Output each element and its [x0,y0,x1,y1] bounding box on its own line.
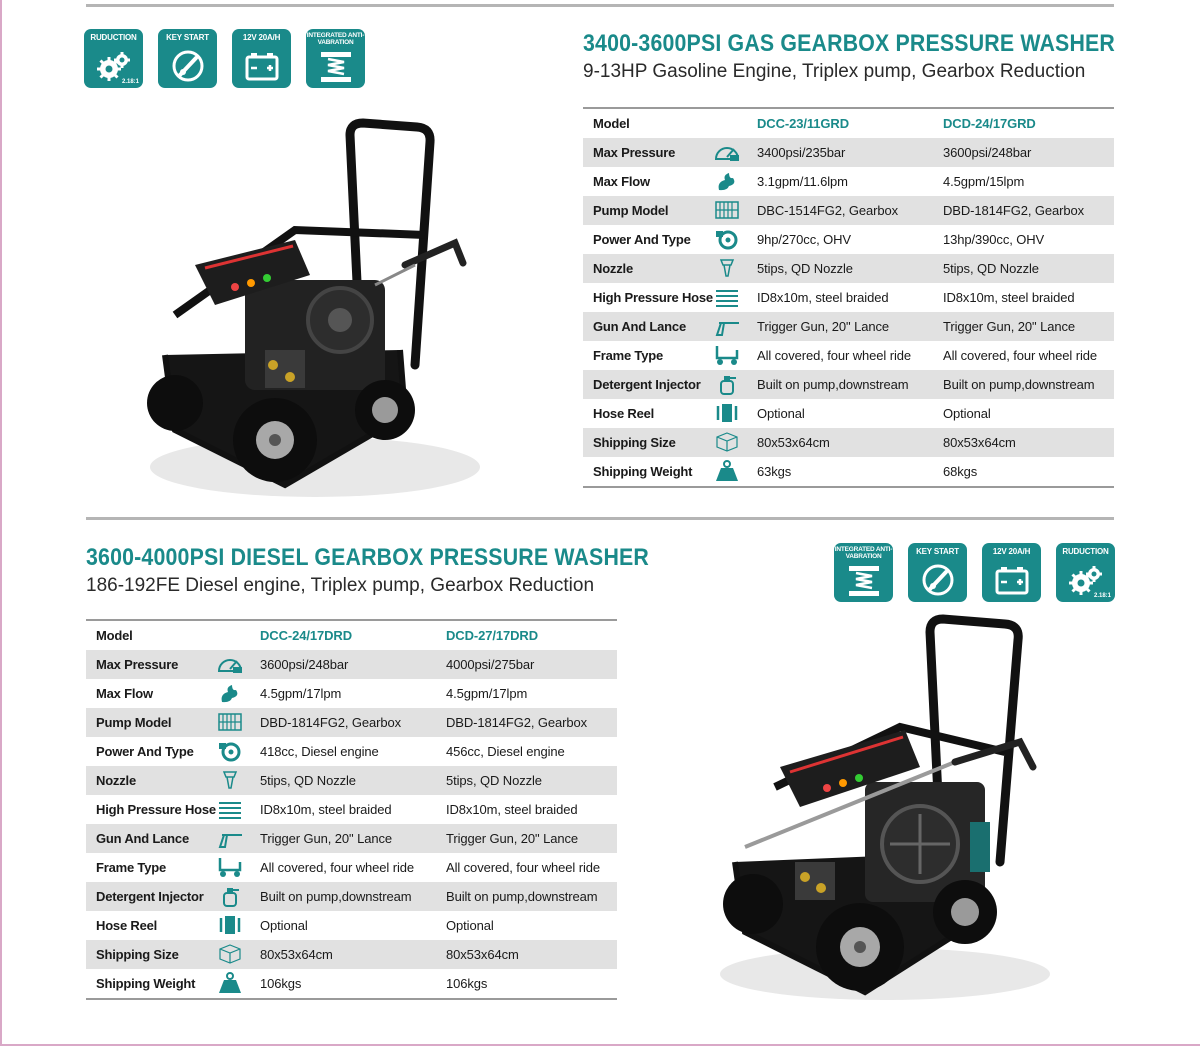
spec-label: Gun And Lance [96,831,189,846]
badge-label: RUDUCTION [1062,547,1109,556]
battery-icon [994,564,1030,598]
spec-value-1: 9hp/270cc, OHV [757,232,851,247]
table-row [86,737,617,766]
spec-label: High Pressure Hose [593,290,713,305]
spec-value-1: 3400psi/235bar [757,145,846,160]
spec-value-1: ID8x10m, steel braided [260,802,392,817]
spec-value-2: ID8x10m, steel braided [943,290,1075,305]
key-start-badge [908,543,967,602]
gas-feature-badges [84,29,365,88]
table-row [583,196,1114,225]
table-row [86,969,617,998]
spec-value-1: Built on pump,downstream [260,889,412,904]
table-header-row [583,109,1114,138]
engine-icon [713,228,741,250]
spec-value-2: DBD-1814FG2, Gearbox [446,715,588,730]
spec-value-1: Built on pump,downstream [757,377,909,392]
spec-value-2: Built on pump,downstream [446,889,598,904]
pump-icon [216,711,244,733]
spec-value-2: 5tips, QD Nozzle [446,773,542,788]
spec-label: Pump Model [96,715,172,730]
badge-label: KEY START [916,547,959,556]
frame-icon [713,344,741,366]
spec-value-1: 4.5gpm/17lpm [260,686,342,701]
box-icon [713,431,741,453]
diesel-title: 3600-4000PSI DIESEL GEARBOX PRESSURE WASHER [86,544,649,571]
spec-label: Detergent Injector [593,377,701,392]
spec-label: Nozzle [593,261,633,276]
anti-vibration-badge [306,29,365,88]
top-divider [86,4,1114,7]
spec-value-2: 3600psi/248bar [943,145,1032,160]
diesel-subtitle: 186-192FE Diesel engine, Triplex pump, Gearbox Reduction [86,575,595,596]
spec-value-1: 5tips, QD Nozzle [757,261,853,276]
table-row [583,399,1114,428]
table-row [86,940,617,969]
key-icon [920,564,956,598]
spec-label: Shipping Weight [96,976,196,991]
spring-icon [846,564,882,598]
spec-value-2: Trigger Gun, 20" Lance [446,831,579,846]
gauge-icon [713,141,741,163]
gauge-icon [216,653,244,675]
table-row [583,254,1114,283]
table-bottom-rule [86,998,617,1000]
key-icon [170,50,206,84]
engine-icon [216,740,244,762]
spec-label: Max Pressure [593,145,676,160]
hose-icon [713,286,741,308]
diesel-spec-table [86,619,617,1000]
table-row [86,911,617,940]
badge-label: 12V 20A/H [992,547,1031,556]
spec-value-2: All covered, four wheel ride [943,348,1098,363]
weight-icon [713,460,741,482]
spec-value-1: Trigger Gun, 20" Lance [757,319,890,334]
spec-value-2: 4000psi/275bar [446,657,535,672]
spring-icon [318,50,354,84]
gas-subtitle: 9-13HP Gasoline Engine, Triplex pump, Gearbox Reduction [583,61,1086,82]
spec-value-1: Trigger Gun, 20" Lance [260,831,393,846]
spec-value-2: 4.5gpm/17lpm [446,686,528,701]
spec-value-1: DBC-1514FG2, Gearbox [757,203,899,218]
gas-spec-table [583,107,1114,488]
spec-value-2: 456cc, Diesel engine [446,744,565,759]
model-name-1: DCC-23/11GRD [757,116,849,131]
spec-label: Shipping Size [593,435,676,450]
spray-gun-icon [216,827,244,849]
spec-value-2: 13hp/390cc, OHV [943,232,1045,247]
table-row [86,853,617,882]
spec-value-2: Built on pump,downstream [943,377,1095,392]
gas-title: 3400-3600PSI GAS GEARBOX PRESSURE WASHER [583,30,1115,57]
model-name-1: DCC-24/17DRD [260,628,352,643]
spec-label: Gun And Lance [593,319,686,334]
spec-value-2: All covered, four wheel ride [446,860,601,875]
badge-label: INTEGRATED ANTI-VABRATION [306,32,365,46]
table-row [583,312,1114,341]
spec-value-2: Optional [446,918,494,933]
spec-value-1: 418cc, Diesel engine [260,744,379,759]
spec-label: Frame Type [96,860,167,875]
table-row [86,795,617,824]
spec-value-2: 5tips, QD Nozzle [943,261,1039,276]
spec-label: Nozzle [96,773,136,788]
key-start-badge [158,29,217,88]
spec-value-2: Trigger Gun, 20" Lance [943,319,1076,334]
badge-ratio: 2.18:1 [1093,593,1111,599]
spec-label: Hose Reel [593,406,655,421]
badge-ratio: 2.18:1 [121,79,139,85]
hose-icon [216,798,244,820]
badge-label: INTEGRATED ANTI-VABRATION [834,546,893,560]
spec-label: Max Flow [593,174,650,189]
nozzle-icon [713,257,741,279]
table-row [86,650,617,679]
anti-vibration-badge [834,543,893,602]
table-row [86,708,617,737]
table-bottom-rule [583,486,1114,488]
model-column-label: Model [593,116,630,131]
table-row [583,370,1114,399]
spec-value-1: 3600psi/248bar [260,657,349,672]
weight-icon [216,972,244,994]
frame-icon [216,856,244,878]
table-row [583,457,1114,486]
spec-value-2: 80x53x64cm [943,435,1016,450]
spec-value-2: 4.5gpm/15lpm [943,174,1025,189]
spec-label: Detergent Injector [96,889,204,904]
spec-label: Shipping Size [96,947,179,962]
reduction-badge [84,29,143,88]
spec-label: Shipping Weight [593,464,693,479]
model-name-2: DCD-24/17GRD [943,116,1036,131]
spec-label: Power And Type [593,232,691,247]
spec-value-1: Optional [260,918,308,933]
table-row [583,138,1114,167]
badge-label: RUDUCTION [90,33,137,42]
nozzle-icon [216,769,244,791]
spec-label: Power And Type [96,744,194,759]
table-row [583,341,1114,370]
spec-value-1: 5tips, QD Nozzle [260,773,356,788]
battery-icon [244,50,280,84]
spec-value-1: All covered, four wheel ride [757,348,912,363]
spec-value-1: 80x53x64cm [757,435,830,450]
spec-value-2: 80x53x64cm [446,947,519,962]
table-row [583,283,1114,312]
spec-label: Hose Reel [96,918,158,933]
detergent-icon [713,373,741,395]
spec-value-1: DBD-1814FG2, Gearbox [260,715,402,730]
table-row [86,882,617,911]
page-border [0,0,2,1046]
spec-value-1: 106kgs [260,976,302,991]
section-divider [86,517,1114,520]
box-icon [216,943,244,965]
table-row [86,766,617,795]
table-header-row [86,621,617,650]
hose-reel-icon [713,402,741,424]
model-column-label: Model [96,628,133,643]
water-flow-icon [216,682,244,704]
table-row [86,824,617,853]
diesel-feature-badges [834,543,1115,602]
spec-value-2: Optional [943,406,991,421]
spec-value-1: ID8x10m, steel braided [757,290,889,305]
model-name-2: DCD-27/17DRD [446,628,538,643]
spec-value-1: 80x53x64cm [260,947,333,962]
badge-label: 12V 20A/H [242,33,281,42]
pump-icon [713,199,741,221]
table-row [583,167,1114,196]
spec-label: High Pressure Hose [96,802,216,817]
spec-value-2: DBD-1814FG2, Gearbox [943,203,1085,218]
spec-value-1: Optional [757,406,805,421]
spec-label: Max Flow [96,686,153,701]
spec-value-2: 106kgs [446,976,488,991]
battery-badge [232,29,291,88]
battery-badge [982,543,1041,602]
table-row [86,679,617,708]
table-row [583,225,1114,254]
hose-reel-icon [216,914,244,936]
spec-label: Pump Model [593,203,669,218]
badge-label: KEY START [166,33,209,42]
spec-value-1: All covered, four wheel ride [260,860,415,875]
spray-gun-icon [713,315,741,337]
spec-value-2: ID8x10m, steel braided [446,802,578,817]
spec-value-2: 68kgs [943,464,978,479]
spec-label: Frame Type [593,348,664,363]
gas-pressure-washer-image [145,115,485,505]
spec-label: Max Pressure [96,657,179,672]
spec-value-1: 63kgs [757,464,792,479]
detergent-icon [216,885,244,907]
table-row [583,428,1114,457]
diesel-pressure-washer-image [715,612,1060,1002]
water-flow-icon [713,170,741,192]
reduction-badge [1056,543,1115,602]
spec-value-1: 3.1gpm/11.6lpm [757,174,848,189]
